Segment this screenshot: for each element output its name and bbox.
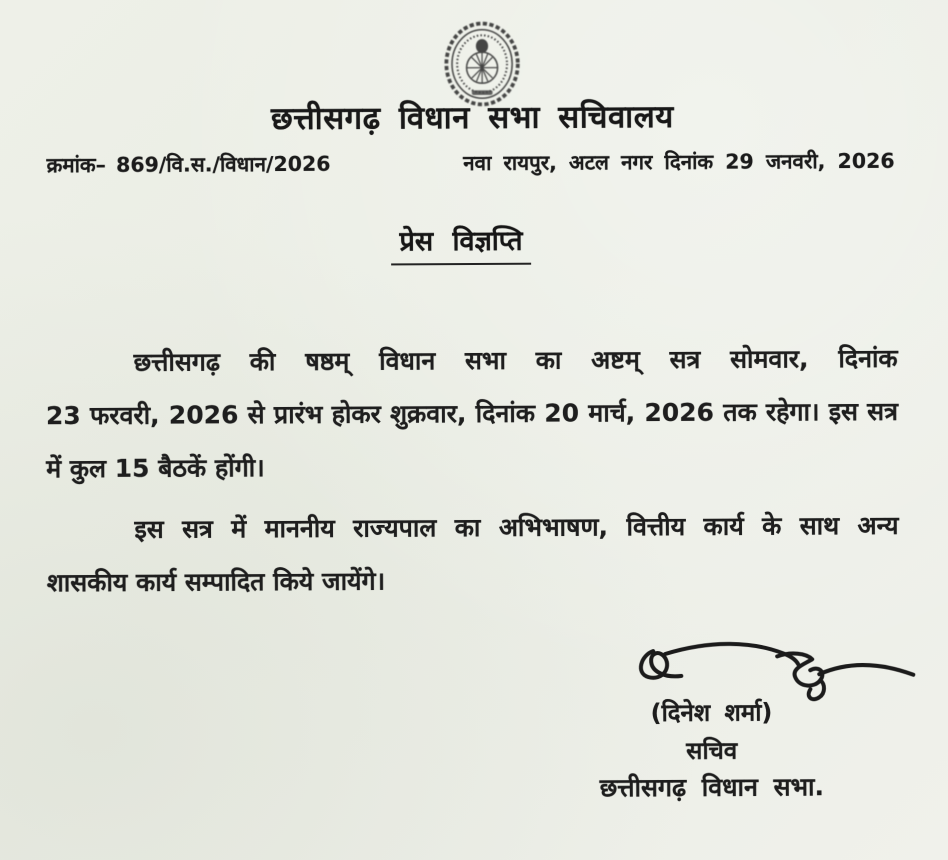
reference-row [47, 147, 895, 179]
signatory-name: (दिनेश शर्मा) [650, 698, 773, 728]
body-line: इस सत्र में माननीय राज्यपाल का अभिभाषण, वित्तीय कार्य के साथ अन्य [134, 510, 899, 544]
signatory-organization: छत्तीसगढ़ विधान सभा. [599, 772, 825, 803]
body-line: शासकीय कार्य सम्पादित किये जायेंगे। [46, 566, 386, 598]
org-title: छत्तीसगढ़ विधान सभा सचिवालय [270, 98, 674, 138]
body-line: छत्तीसगढ़ की षष्ठम् विधान सभा का अष्टम् सत्र सोमवार, दिनांक [133, 343, 898, 377]
press-release-heading-wrap [0, 219, 947, 268]
place-date: नवा रायपुर, अटल नगर दिनांक 29 जनवरी, 2026 [463, 148, 895, 176]
body-line: में कुल 15 बैठकें होंगी। [46, 453, 265, 484]
signatory-designation: सचिव [686, 736, 738, 765]
body-line: 23 फरवरी, 2026 से प्रारंभ होकर शुक्रवार, दिनांक 20 मार्च, 2026 तक रहेगा। इस सत्र [45, 396, 898, 431]
body-paragraph-2 [46, 499, 899, 609]
press-release-heading: प्रेस विज्ञप्ति [391, 221, 530, 266]
body-paragraph-1 [46, 332, 899, 495]
reference-number: क्रमांक– 869/वि.स./विधान/2026 [46, 151, 331, 178]
